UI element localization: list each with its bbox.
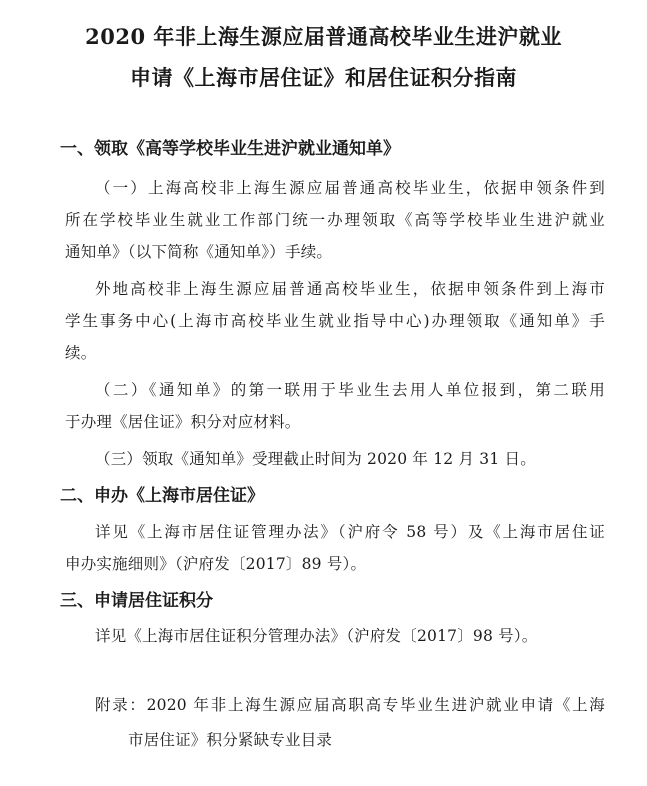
- appendix-line: 附录：2020 年非上海生源应届高职高专毕业生进沪就业申请《上海: [95, 696, 605, 714]
- paragraph-line: 所在学校毕业生就业工作部门统一办理领取《高等学校毕业生进沪就业: [65, 211, 605, 229]
- paragraph-line: 学生事务中心(上海市高校毕业生就业指导中心)办理领取《通知单》手: [65, 312, 605, 330]
- appendix-line: 市居住证》积分紧缺专业目录: [128, 731, 333, 749]
- paragraph-line: 申办实施细则》（沪府发〔2017〕89 号）。: [65, 555, 367, 573]
- section-1-heading: 一、领取《高等学校毕业生进沪就业通知单》: [60, 139, 400, 159]
- section-3-heading: 三、申请居住证积分: [60, 591, 213, 611]
- paragraph-line: （三）领取《通知单》受理截止时间为 2020 年 12 月 31 日。: [95, 450, 536, 468]
- paragraph-line: 详见《上海市居住证积分管理办法》（沪府发〔2017〕98 号）。: [95, 627, 538, 645]
- document-title-line-2: 申请《上海市居住证》和居住证积分指南: [130, 65, 517, 90]
- document-title-line-1: 2020 年非上海生源应届普通高校毕业生进沪就业: [85, 24, 562, 49]
- paragraph-line: 外地高校非上海生源应届普通高校毕业生，依据申领条件到上海市: [95, 280, 605, 298]
- paragraph-line: 续。: [65, 344, 97, 362]
- paragraph-line: 通知单》（以下简称《通知单》）手续。: [65, 243, 333, 261]
- paragraph-line: （一）上海高校非上海生源应届普通高校毕业生，依据申领条件到: [95, 179, 605, 197]
- paragraph-line: 详见《上海市居住证管理办法》（沪府令 58 号）及《上海市居住证: [95, 523, 605, 541]
- paragraph-line: 于办理《居住证》积分对应材料。: [65, 413, 301, 431]
- section-2-heading: 二、申办《上海市居住证》: [60, 486, 264, 506]
- paragraph-line: （二）《通知单》的第一联用于毕业生去用人单位报到，第二联用: [95, 381, 605, 399]
